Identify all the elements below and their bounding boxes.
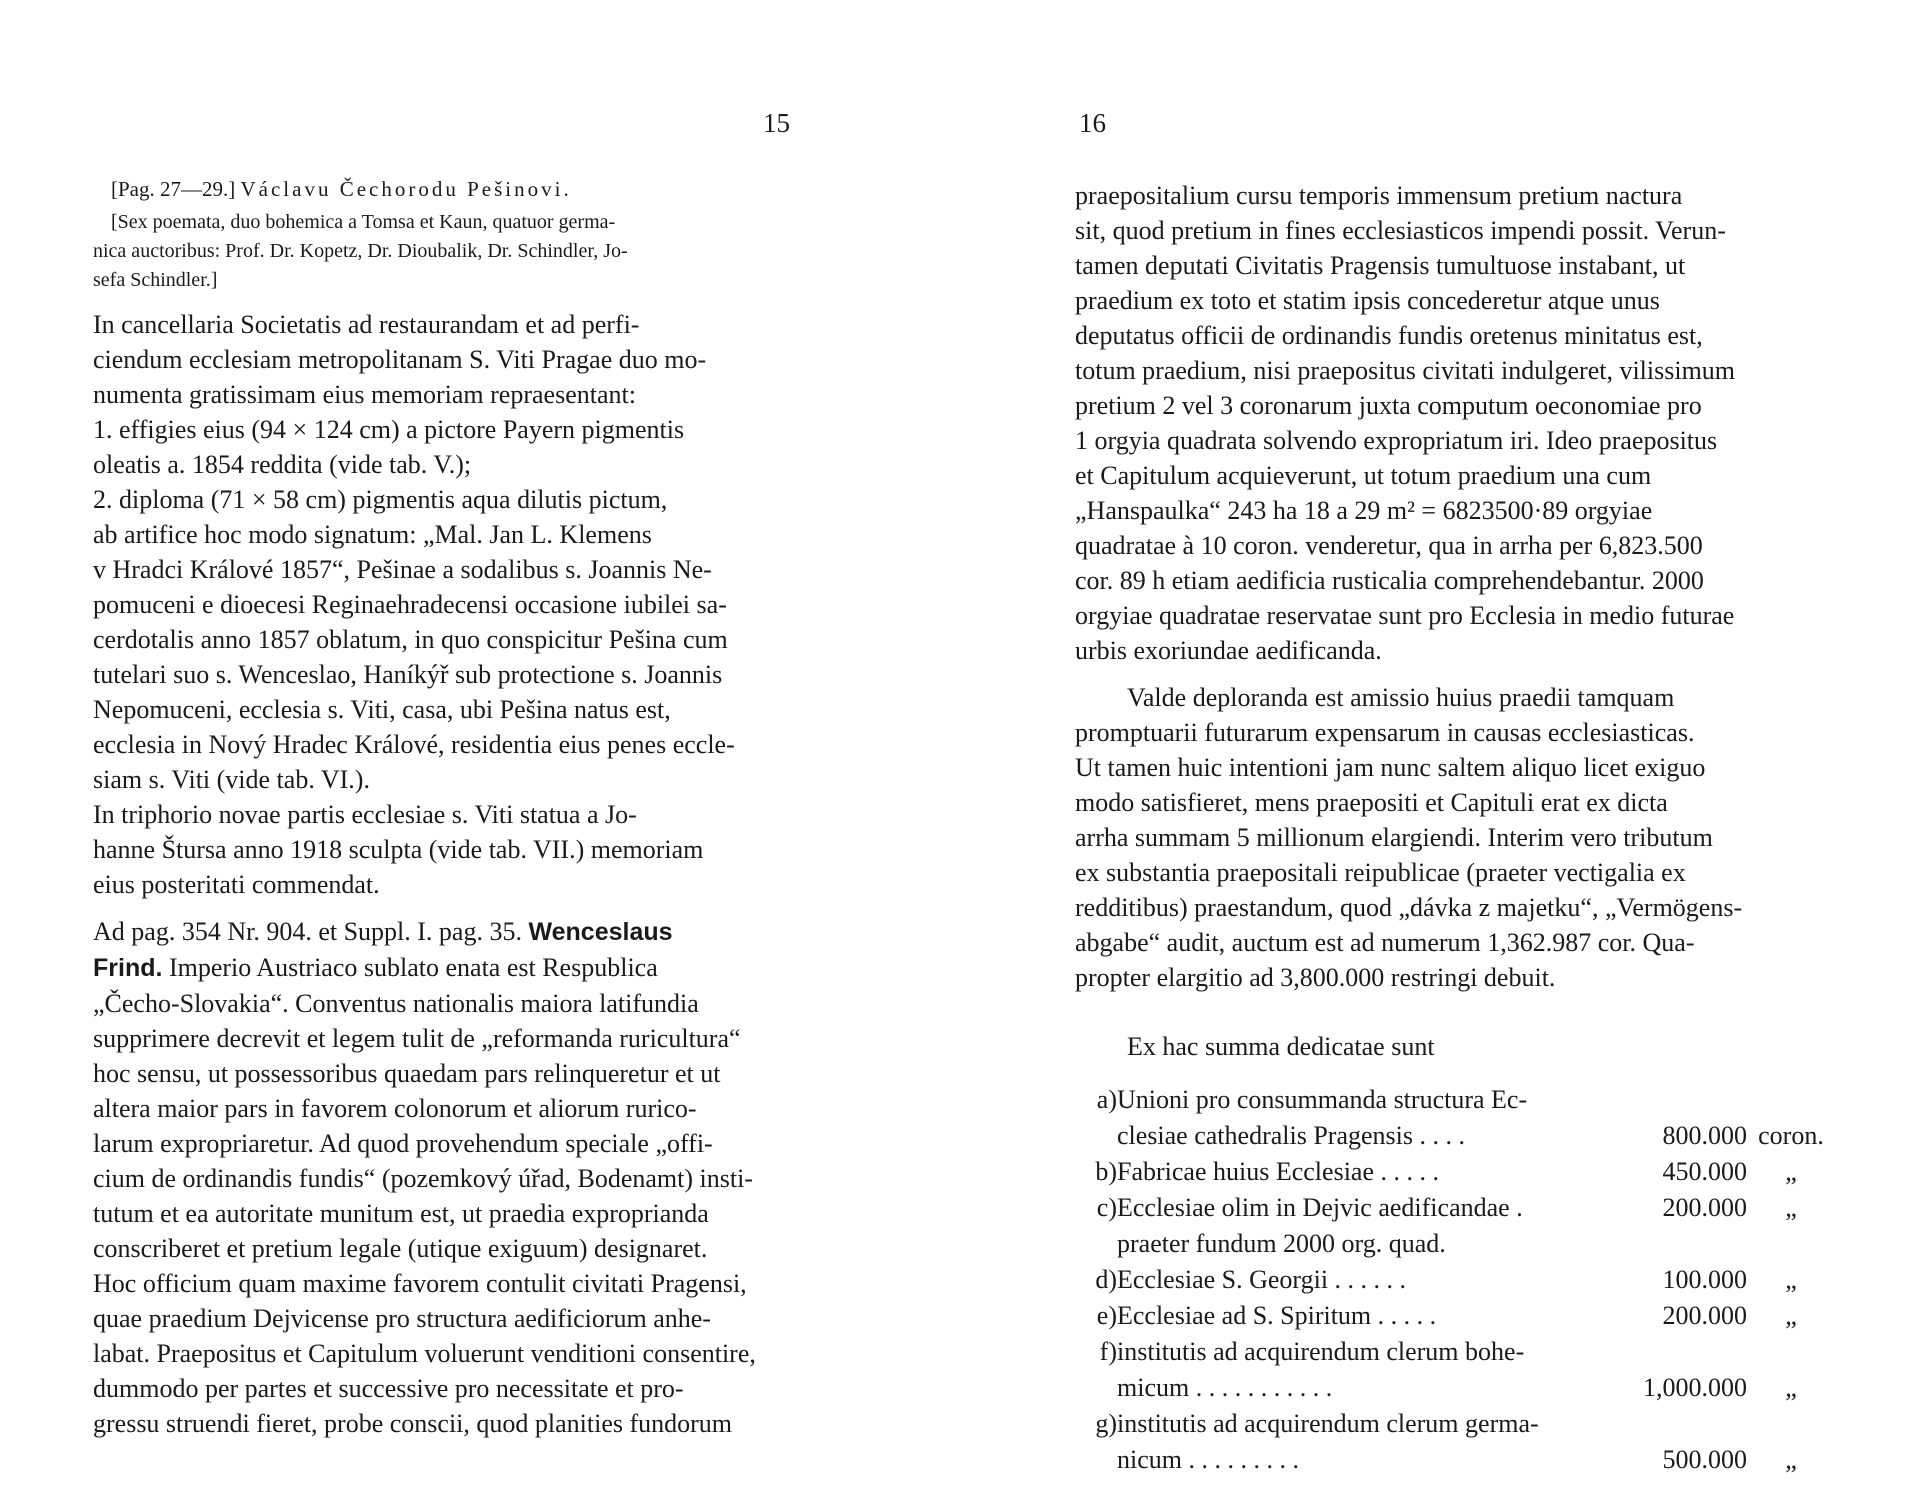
text-line: Nepomuceni, ecclesia s. Viti, casa, ubi Pešina natus est, [93,695,671,724]
text-line: conscriberet et pretium legale (utique exiguum) designaret. [93,1234,708,1263]
right-page [958,0,1916,1500]
dedication-row [1075,1154,1835,1190]
text-line: deputatus officii de ordinandis fundis oretenus minitatus est, [1075,321,1703,350]
text-line: oleatis a. 1854 reddita (vide tab. V.); [93,450,472,479]
dedication-description: Ecclesiae olim in Dejvic aedificandae . [1117,1193,1523,1222]
text-line: promptuarii futurarum expensarum in causas ecclesiasticas. [1075,718,1695,747]
dedication-amount [1587,1226,1747,1262]
text-line: praepositalium cursu temporis immensum pretium nactura [1075,181,1683,210]
text-line: ecclesia in Nový Hradec Králové, residentia eius penes eccle- [93,730,735,759]
dedication-row [1075,1370,1835,1406]
page-number: 15 [763,108,790,138]
dedication-label: f) [1099,1337,1117,1366]
person-name: Wenceslaus [528,918,673,946]
text-run: Imperio Austriaco sublato enata est Respublica [168,953,658,982]
dedication-row [1075,1406,1835,1442]
text-line: modo satisfieret, mens praepositi et Capituli erat ex dicta [1075,788,1668,817]
text-line: eius posteritati commendat. [93,870,380,899]
dedication-label [1075,1226,1117,1262]
text-line: abgabe“ audit, auctum est ad numerum 1,362.987 cor. Qua- [1075,928,1695,957]
note-line: sefa Schindler.] [93,269,218,291]
dedication-label: e) [1096,1301,1117,1330]
dedication-label: b) [1095,1157,1117,1186]
dedication-unit: „ [1785,1445,1797,1474]
paragraph [93,797,793,902]
dedication-row [1075,1298,1835,1334]
dedication-unit [1747,1334,1835,1370]
dedication-amount: 200.000 [1662,1301,1747,1330]
text-line: 1. effigies eius (94 × 124 cm) a pictore Payern pigmentis [93,415,685,444]
page-number: 16 [1079,108,1106,138]
text-line [93,950,793,986]
text-line: cium de ordinandis fundis“ (pozemkový úřad, Bodenamt) insti- [93,1164,753,1193]
dedication-unit: „ [1785,1193,1797,1222]
dedication-row [1075,1262,1835,1298]
dedication-description: praeter fundum 2000 org. quad. [1117,1229,1446,1258]
text-line: v Hradci Králové 1857“, Pešinae a sodalibus s. Joannis Ne- [93,555,712,584]
text-line: siam s. Viti (vide tab. VI.). [93,765,370,794]
text-line: ex substantia praepositali reipublicae (praeter vectigalia ex [1075,858,1686,887]
text-line: cor. 89 h etiam aedificia rusticalia comprehendebantur. 2000 [1075,566,1704,595]
dedication-label [1075,1118,1117,1154]
dedication-description: institutis ad acquirendum clerum germa- [1117,1409,1539,1438]
text-line [93,914,793,950]
editorial-note [93,208,793,295]
section-header [93,174,793,204]
note-line: [Sex poemata, duo bohemica a Tomsa et Kaun, quatuor germa- [111,211,616,233]
text-line: hanne Štursa anno 1918 sculpta (vide tab. VII.) memoriam [93,835,704,864]
text-line: cerdotalis anno 1857 oblatum, in quo conspicitur Pešina cum [93,625,728,654]
dedication-unit [1747,1082,1835,1118]
dedication-label: d) [1095,1265,1117,1294]
dedication-unit: „ [1785,1373,1797,1402]
dedication-unit: coron. [1758,1121,1824,1150]
dedication-row [1075,1118,1835,1154]
text-line: urbis exoriundae aedificanda. [1075,636,1382,665]
dedication-table [1075,1082,1835,1478]
text-line: In triphorio novae partis ecclesiae s. Viti statua a Jo- [93,800,637,829]
dedication-amount [1587,1082,1747,1118]
text-line: praedium ex toto et statim ipsis concederetur atque unus [1075,286,1660,315]
text-line: altera maior pars in favorem colonorum et aliorum rurico- [93,1094,697,1123]
dedication-unit [1747,1406,1835,1442]
dedication-row [1075,1082,1835,1118]
text-line: In cancellaria Societatis ad restaurandam et ad perfi- [93,310,640,339]
dedication-description: micum . . . . . . . . . . . [1117,1373,1333,1402]
note-line: nica auctoribus: Prof. Dr. Kopetz, Dr. Dioubalik, Dr. Schindler, Jo- [93,240,628,262]
text-line: labat. Praepositus et Capitulum voluerunt venditioni consentire, [93,1339,756,1368]
text-line: larum expropriaretur. Ad quod provehendum speciale „offi- [93,1129,713,1158]
dedication-label: g) [1095,1409,1117,1438]
text-line: pomuceni e dioecesi Reginaehradecensi occasione iubilei sa- [93,590,727,619]
text-line: arrha summam 5 millionum elargiendi. Interim vero tributum [1075,823,1713,852]
dedication-label: c) [1096,1193,1117,1222]
list-item [93,482,793,797]
text-line: hoc sensu, ut possessoribus quaedam pars relinqueretur et ut [93,1059,721,1088]
dedication-row [1075,1226,1835,1262]
list-item [93,412,793,482]
dedication-amount: 800.000 [1662,1121,1747,1150]
text-line: orgyiae quadratae reservatae sunt pro Ecclesia in medio futurae [1075,601,1735,630]
dedication-row [1075,1442,1835,1478]
dedication-description: clesiae cathedralis Pragensis . . . . [1117,1121,1465,1150]
text-line: ab artifice hoc modo signatum: „Mal. Jan L. Klemens [93,520,652,549]
dedication-amount: 200.000 [1662,1193,1747,1222]
text-line: tutum et ea autoritate munitum est, ut praedia exproprianda [93,1199,709,1228]
text-line: pretium 2 vel 3 coronarum juxta computum oeconomiae pro [1075,391,1702,420]
text-line: gressu struendi fieret, probe conscii, quod planities fundorum [93,1409,733,1438]
dedication-amount: 1,000.000 [1643,1373,1747,1402]
text-line: et Capitulum acquieverunt, ut totum praedium una cum [1075,461,1652,490]
text-line: „Čecho-Slovakia“. Conventus nationalis maiora latifundia [93,989,699,1018]
text-run: Ad pag. 354 Nr. 904. et Suppl. I. pag. 35. [93,917,522,946]
dedication-description: Ecclesiae S. Georgii . . . . . . [1117,1265,1407,1294]
dedication-label [1075,1442,1117,1478]
text-line: dummodo per partes et successive pro necessitate et pro- [93,1374,684,1403]
dedication-amount [1587,1406,1747,1442]
text-line: „Hanspaulka“ 243 ha 18 a 29 m² = 6823500·89 orgyiae [1075,496,1653,525]
dedication-label: a) [1096,1085,1117,1114]
paragraph [93,914,793,1441]
text-line: supprimere decrevit et legem tulit de „reformanda ruricultura“ [93,1024,741,1053]
text-line: propter elargitio ad 3,800.000 restringi debuit. [1075,963,1556,992]
person-name: Frind. [93,954,163,982]
text-line: quae praedium Dejvicense pro structura aedificiorum anhe- [93,1304,711,1333]
text-line: redditibus) praestandum, quod „dávka z majetku“, „Vermögens- [1075,893,1743,922]
dedication-row [1075,1190,1835,1226]
dedication-unit: „ [1785,1301,1797,1330]
dedication-description: Ecclesiae ad S. Spiritum . . . . . [1117,1301,1437,1330]
text-line: tamen deputati Civitatis Pragensis tumultuose instabant, ut [1075,251,1686,280]
header-reference: [Pag. 27—29.] [111,177,236,201]
header-title: Václavu Čechorodu Pešinovi. [240,177,572,201]
text-line: 1 orgyia quadrata solvendo expropriatum iri. Ideo praepositus [1075,426,1718,455]
text-line: sit, quod pretium in fines ecclesiasticos impendi possit. Verun- [1075,216,1726,245]
text-line: Ut tamen huic intentioni jam nunc saltem aliquo licet exiguo [1075,753,1706,782]
text-line: numenta gratissimam eius memoriam repraesentant: [93,380,636,409]
text-line: ciendum ecclesiam metropolitanam S. Viti Pragae duo mo- [93,345,707,374]
dedication-description: institutis ad acquirendum clerum bohe- [1117,1337,1525,1366]
dedication-amount: 450.000 [1662,1157,1747,1186]
text-line: Hoc officium quam maxime favorem contulit civitati Pragensi, [93,1269,747,1298]
dedication-label [1075,1370,1117,1406]
dedication-row [1075,1334,1835,1370]
dedication-amount: 500.000 [1662,1445,1747,1474]
dedication-description: Unioni pro consummanda structura Ec- [1117,1085,1528,1114]
dedication-unit [1747,1226,1835,1262]
paragraph [93,307,793,412]
dedication-unit: „ [1785,1265,1797,1294]
right-text-column [1075,178,1824,1478]
text-line: Valde deploranda est amissio huius praedii tamquam [1127,683,1675,712]
dedication-description: nicum . . . . . . . . . [1117,1445,1299,1474]
text-line: quadratae à 10 coron. venderetur, qua in arrha per 6,823.500 [1075,531,1703,560]
dedication-description: Fabricae huius Ecclesiae . . . . . [1117,1157,1439,1186]
dedication-unit: „ [1785,1157,1797,1186]
paragraph [1075,178,1785,668]
dedication-title: Ex hac summa dedicatae sunt [1127,1032,1435,1061]
dedication-amount: 100.000 [1662,1265,1747,1294]
text-line: totum praedium, nisi praepositus civitati indulgeret, vilissimum [1075,356,1736,385]
left-text-column [93,174,793,1441]
text-line: 2. diploma (71 × 58 cm) pigmentis aqua dilutis pictum, [93,485,668,514]
dedication-amount [1587,1334,1747,1370]
paragraph [1075,680,1785,995]
text-line: tutelari suo s. Wenceslao, Haníkýř sub protectione s. Joannis [93,660,723,689]
